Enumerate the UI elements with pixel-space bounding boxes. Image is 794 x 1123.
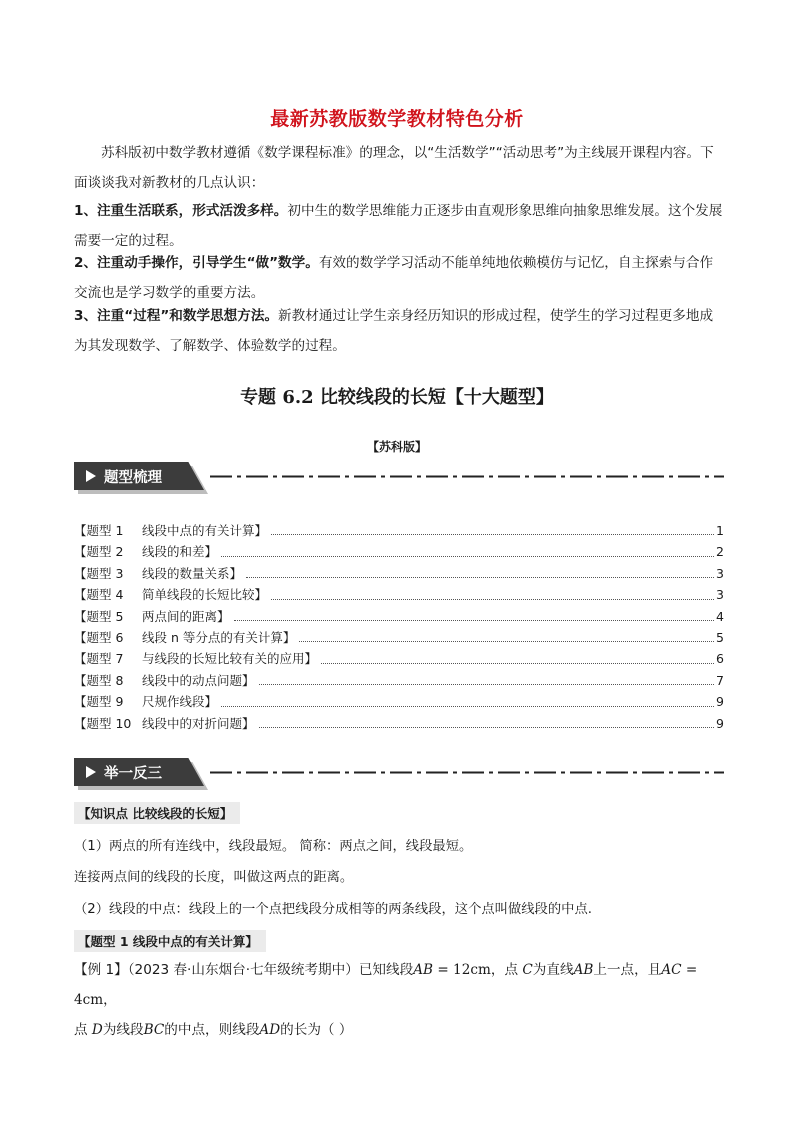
toc-page: 9 — [716, 694, 724, 710]
example-text: 为线段 — [102, 1022, 144, 1038]
topic-title: 专题 6.2 比较线段的长短【十大题型】 — [240, 387, 554, 408]
toc-text: 线段中的动点问题】 — [142, 672, 255, 688]
toc-page: 9 — [716, 715, 724, 731]
math-segment: AC — [661, 962, 682, 978]
example-text: 为直线 — [532, 962, 574, 978]
example-text: 上一点，且 — [593, 962, 662, 978]
toc-page: 7 — [716, 672, 724, 688]
toc-num: 【题型 6 — [74, 629, 124, 645]
toc-text: 线段的数量关系】 — [142, 565, 243, 581]
toc-leader — [271, 584, 714, 599]
toc-item-6[interactable] — [74, 627, 724, 648]
toc-item-3[interactable] — [74, 563, 724, 584]
point-1 — [74, 196, 724, 256]
toc-text: 两点间的距离】 — [142, 608, 230, 624]
point-1-text: 初中生的数学思维能力正逐步由直观形象思维向抽象思维发展。这个发展需要一定的过程。 — [74, 203, 723, 249]
knowledge-point-label: 【知识点 比较线段的长短】 — [74, 802, 240, 824]
toc-page: 1 — [716, 523, 724, 538]
math-segment: AD — [259, 1022, 281, 1038]
banner-label: 举一反三 — [104, 766, 162, 782]
toc-leader — [221, 691, 714, 706]
point-3 — [74, 301, 724, 361]
toc-page: 2 — [716, 544, 724, 560]
toc-num: 【题型 5 — [74, 608, 124, 624]
toc-num: 【题型 8 — [74, 672, 124, 688]
toc-item-5[interactable] — [74, 606, 724, 627]
type-1-label: 【题型 1 线段中点的有关计算】 — [74, 930, 266, 952]
toc-leader — [234, 606, 715, 621]
math-value: = 4cm — [74, 962, 698, 1008]
example-text: 点 — [74, 1022, 92, 1038]
toc-leader — [259, 670, 715, 685]
toc-num: 【题型 7 — [74, 651, 124, 667]
toc-num: 【题型 9 — [74, 694, 124, 710]
knowledge-line-1: （1）两点的所有连线中，线段最短。 简称：两点之间，线段最短。 — [74, 839, 473, 854]
math-segment: AB — [413, 962, 434, 978]
page-title: 最新苏教版数学教材特色分析 — [270, 108, 524, 130]
toc-item-2[interactable] — [74, 541, 724, 562]
banner-dash-line — [210, 771, 724, 774]
toc-page: 5 — [716, 629, 724, 645]
toc-text: 线段中点的有关计算】 — [142, 523, 268, 538]
toc-item-4[interactable] — [74, 584, 724, 605]
banner-dash-line — [210, 475, 724, 478]
toc-leader — [299, 627, 714, 642]
example-text: 的中点，则线段 — [164, 1022, 260, 1038]
toc-page: 4 — [716, 608, 724, 624]
edition-label: 【苏科版】 — [366, 440, 427, 454]
toc-num: 【题型 4 — [74, 587, 124, 603]
point-3-heading: 3、注重“过程”和数学思想方法。 — [74, 308, 279, 324]
toc-page: 3 — [716, 587, 724, 603]
practice-banner — [74, 758, 724, 786]
toc-num: 【题型 10 — [74, 715, 132, 731]
example-text: 【例 1】（2023 春·山东烟台·七年级统考期中）已知线段 — [74, 962, 414, 978]
knowledge-line-2: 连接两点间的线段的长度，叫做这两点的距离。 — [74, 870, 354, 885]
point-1-heading: 1、注重生活联系，形式活泼多样。 — [74, 203, 288, 219]
toc-text: 线段 n 等分点的有关计算】 — [142, 629, 296, 645]
intro-paragraph — [74, 138, 724, 198]
toc-page: 3 — [716, 565, 724, 581]
example-line-2 — [74, 1015, 724, 1045]
math-segment: AB — [573, 962, 594, 978]
toc-text: 线段中的对折问题】 — [142, 715, 255, 731]
example-1 — [74, 955, 724, 1045]
toc-num: 【题型 1 — [74, 523, 124, 538]
toc-item-9[interactable] — [74, 691, 724, 712]
toc-item-8[interactable] — [74, 670, 724, 691]
toc-leader — [259, 713, 715, 728]
toc-text: 与线段的长短比较有关的应用】 — [142, 651, 318, 667]
point-3-text: 新教材通过让学生亲身经历知识的形成过程，使学生的学习过程更多地成为其发现数学、了解数学、体验数学的过程。 — [74, 308, 714, 354]
math-point: C — [522, 962, 533, 978]
math-segment: BC — [143, 1022, 165, 1038]
banner-label: 题型梳理 — [104, 470, 162, 486]
toc-leader — [321, 648, 714, 663]
math-value: = 12cm — [433, 962, 491, 978]
toc-item-7[interactable] — [74, 648, 724, 669]
example-text: ，点 — [490, 962, 523, 978]
toc-item-10[interactable] — [74, 713, 724, 734]
toc-text: 尺规作线段】 — [142, 694, 218, 710]
point-2-text: 有效的数学学习活动不能单纯地依赖模仿与记忆，自主探索与合作交流也是学习数学的重要方法。 — [74, 255, 714, 301]
toc-banner — [74, 462, 724, 490]
example-text: ， — [103, 992, 117, 1008]
toc-text: 线段的和差】 — [142, 544, 218, 560]
play-triangle-icon — [86, 470, 96, 482]
toc-num: 【题型 2 — [74, 544, 124, 560]
toc-leader — [246, 563, 714, 578]
toc-num: 【题型 3 — [74, 565, 124, 581]
table-of-contents — [74, 520, 724, 734]
knowledge-line-3: （2）线段的中点：线段上的一个点把线段分成相等的两条线段，这个点叫做线段的中点. — [74, 902, 592, 917]
toc-page: 6 — [716, 651, 724, 667]
toc-leader — [221, 541, 714, 556]
example-line-1 — [74, 955, 724, 1015]
point-2 — [74, 248, 724, 308]
toc-text: 简单线段的长短比较】 — [142, 587, 268, 603]
example-text: 的长为（ ） — [280, 1022, 353, 1038]
play-triangle-icon — [86, 766, 96, 778]
toc-item-1[interactable] — [74, 520, 724, 541]
toc-leader — [271, 520, 714, 535]
math-point: D — [91, 1022, 103, 1038]
intro-text: 苏科版初中数学教材遵循《数学课程标准》的理念，以“生活数学”“活动思考”为主线展开课程内容。下面谈谈我对新教材的几点认识： — [74, 145, 714, 191]
point-2-heading: 2、注重动手操作，引导学生“做”数学。 — [74, 255, 319, 271]
